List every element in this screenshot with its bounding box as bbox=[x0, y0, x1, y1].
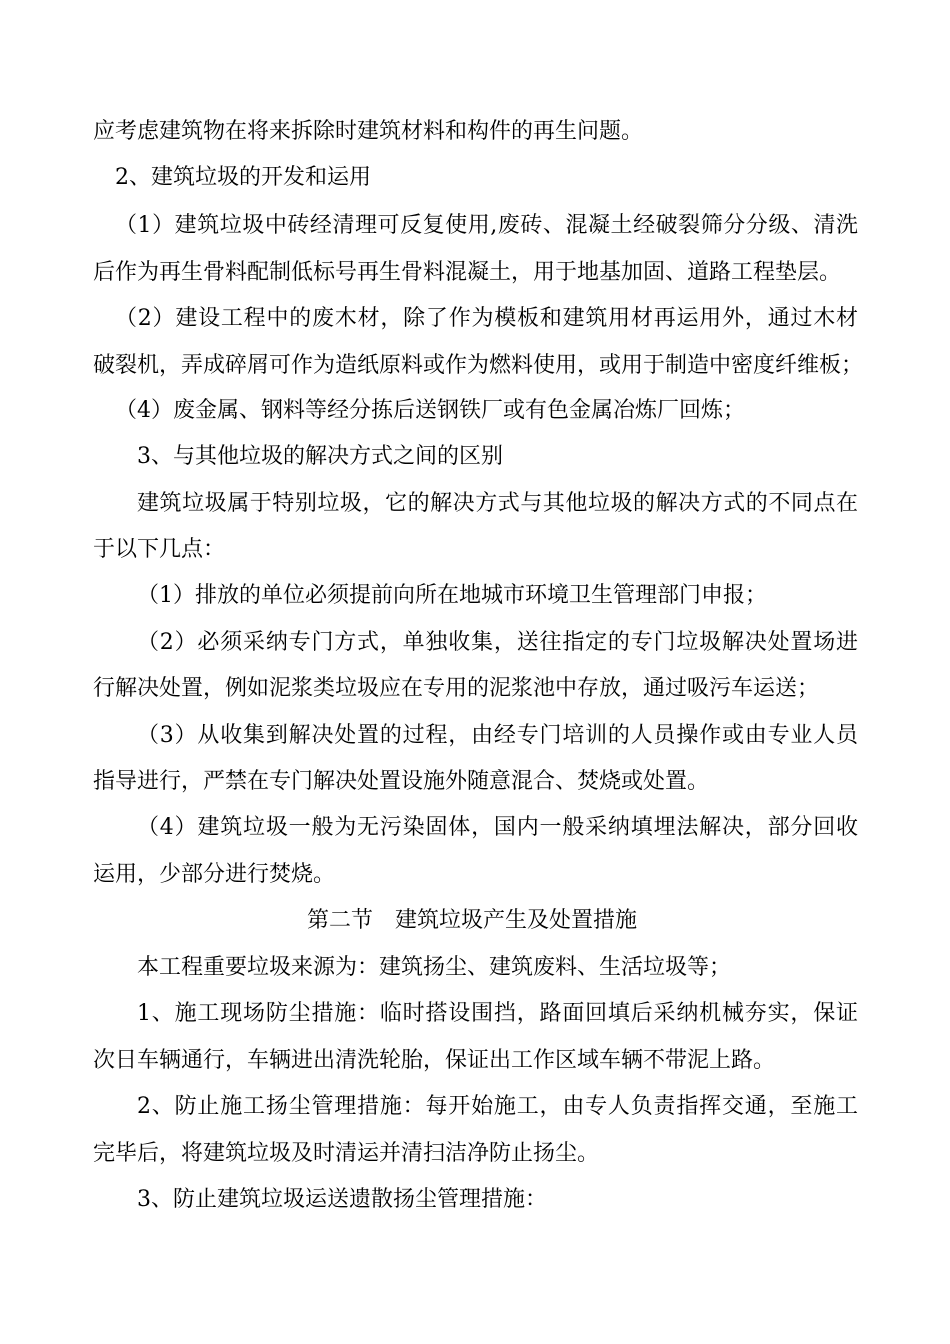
paragraph-line: 于以下几点： bbox=[93, 537, 226, 562]
paragraph-line: 后作为再生骨料配制低标号再生骨料混凝土，用于地基加固、道路工程垫层。 bbox=[93, 260, 842, 285]
paragraph-line: （2）建设工程中的废木材，除了作为模板和建筑用材再运用外，通过木材 bbox=[115, 306, 858, 331]
paragraph-line: 指导进行，严禁在专门解决处置设施外随意混合、焚烧或处置。 bbox=[93, 769, 710, 794]
paragraph-line: （2）必须采纳专门方式，单独收集，送往指定的专门垃圾解决处置场进 bbox=[137, 630, 858, 655]
paragraph-line: （1）排放的单位必须提前向所在地城市环境卫生管理部门申报； bbox=[137, 583, 767, 608]
section-heading: 3、与其他垃圾的解决方式之间的区别 bbox=[137, 444, 503, 469]
chapter-section-title: 第二节 建筑垃圾产生及处置措施 bbox=[307, 908, 638, 933]
paragraph-line: 应考虑建筑物在将来拆除时建筑材料和构件的再生问题。 bbox=[93, 119, 644, 144]
paragraph-line: 2、防止施工扬尘管理措施：每开始施工，由专人负责指挥交通，至施工 bbox=[137, 1094, 858, 1119]
paragraph-line: 破裂机，弄成碎屑可作为造纸原料或作为燃料使用，或用于制造中密度纤维板； bbox=[93, 353, 864, 378]
section-heading: 2、建筑垃圾的开发和运用 bbox=[115, 165, 371, 190]
paragraph-line: 1、施工现场防尘措施：临时搭设围挡，路面回填后采纳机械夯实，保证 bbox=[137, 1001, 858, 1026]
paragraph-line: 完毕后，将建筑垃圾及时清运并清扫洁净防止扬尘。 bbox=[93, 1141, 600, 1166]
paragraph-line: 3、防止建筑垃圾运送遗散扬尘管理措施： bbox=[137, 1187, 547, 1212]
paragraph-line: （4）建筑垃圾一般为无污染固体，国内一般采纳填埋法解决，部分回收 bbox=[137, 815, 858, 840]
paragraph-line: 行解决处置，例如泥浆类垃圾应在专用的泥浆池中存放，通过吸污车运送； bbox=[93, 676, 820, 701]
paragraph-line: （3）从收集到解决处置的过程，由经专门培训的人员操作或由专业人员 bbox=[137, 723, 858, 748]
paragraph-line: 运用，少部分进行焚烧。 bbox=[93, 862, 336, 887]
paragraph-line: 本工程重要垃圾来源为：建筑扬尘、建筑废料、生活垃圾等； bbox=[137, 955, 732, 980]
paragraph-line: 建筑垃圾属于特别垃圾，它的解决方式与其他垃圾的解决方式的不同点在 bbox=[137, 491, 858, 516]
paragraph-line: （1）建筑垃圾中砖经清理可反复使用,废砖、混凝土经破裂筛分分级、清洗 bbox=[115, 213, 858, 238]
paragraph-line: （4）废金属、钢料等经分拣后送钢铁厂或有色金属冶炼厂回炼； bbox=[115, 398, 745, 423]
paragraph-line: 次日车辆通行，车辆进出清洗轮胎，保证出工作区域车辆不带泥上路。 bbox=[93, 1048, 776, 1073]
